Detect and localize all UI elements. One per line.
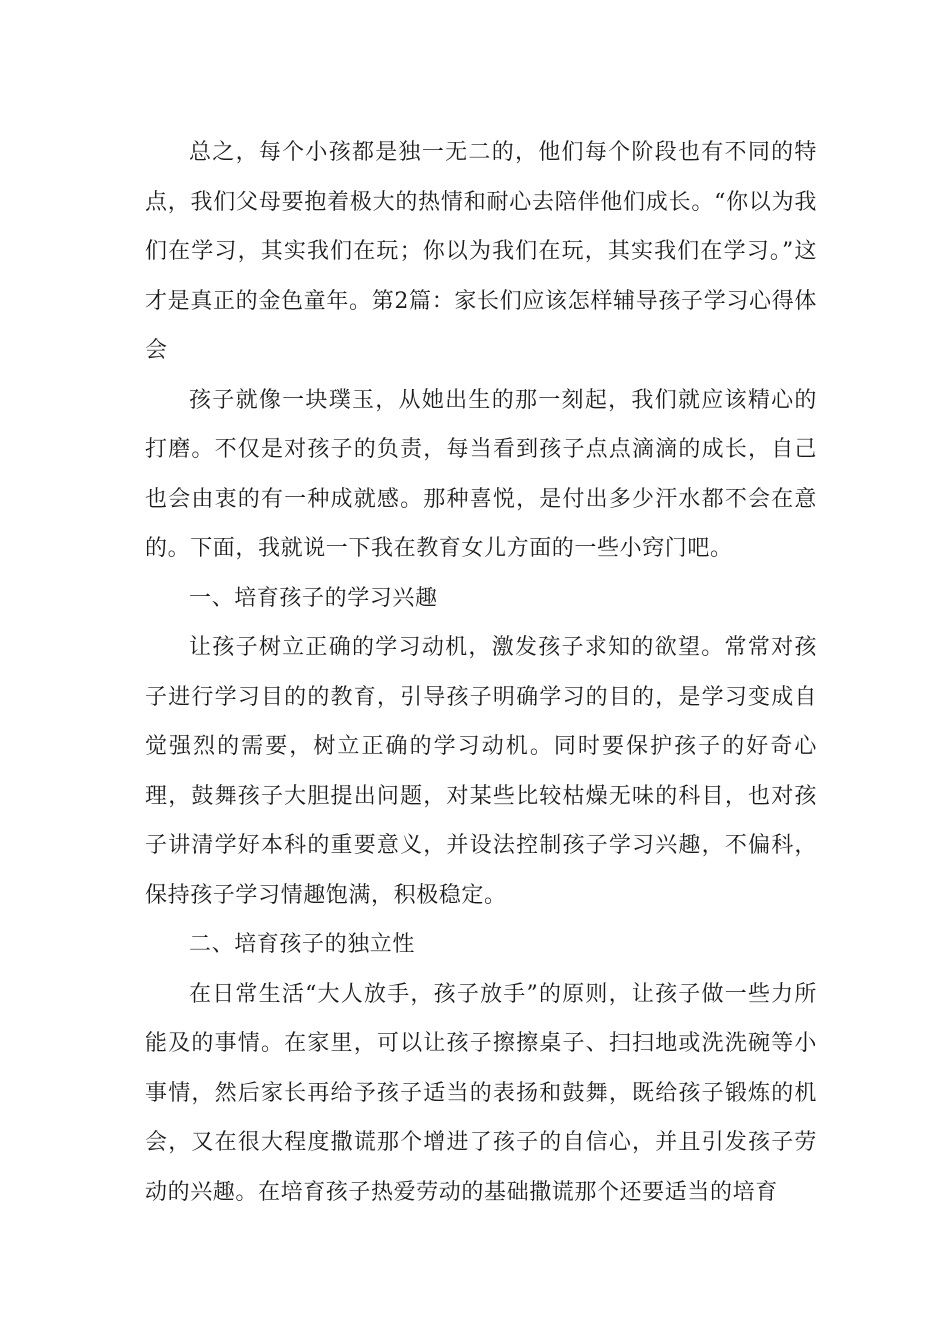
paragraph-interest: 让孩子树立正确的学习动机，激发孩子求知的欲望。常常对孩子进行学习目的的教育，引导孩子明确学习的目的，是学习变成自觉强烈的需要，树立正确的学习动机。同时要保护孩子的好奇心理，鼓舞孩子大胆提出问题，对某些比较枯燥无味的科目，也对孩子讲清学好本科的重要意义，并设法控制孩子学习兴趣，不偏科，保持孩子学习情趣饱满，积极稳定。: [145, 635, 817, 908]
paragraph-intro: 孩子就像一块璞玉，从她出生的那一刻起，我们就应该精心的打磨。不仅是对孩子的负责，每当看到孩子点点滴滴的成长，自己也会由衷的有一种成就感。那种喜悦，是付出多少汗水都不会在意的。下面，我就说一下我在教育女儿方面的一些小窍门吧。: [145, 387, 817, 561]
document-body: [145, 128, 817, 1217]
paragraph-summary: 总之，每个小孩都是独一无二的，他们每个阶段也有不同的特点，我们父母要抱着极大的热情和耐心去陪伴他们成长。“你以为我们在学习，其实我们在玩；你以为我们在玩，其实我们在学习。”这才是真正的金色童年。第2篇：家长们应该怎样辅导孩子学习心得体会: [145, 140, 817, 363]
section-heading-independence: 二、培育孩子的独立性: [189, 932, 416, 957]
section-heading-interest: 一、培育孩子的学习兴趣: [189, 585, 438, 611]
paragraph-independence: 在日常生活“大人放手，孩子放手”的原则，让孩子做一些力所能及的事情。在家里，可以让孩子擦擦桌子、扫扫地或洗洗碗等小事情，然后家长再给予孩子适当的表扬和鼓舞，既给孩子锻炼的机会，又在很大程度撒谎那个增进了孩子的自信心，并且引发孩子劳动的兴趣。在培育孩子热爱劳动的基础撒谎那个还要适当的培育: [145, 981, 817, 1205]
